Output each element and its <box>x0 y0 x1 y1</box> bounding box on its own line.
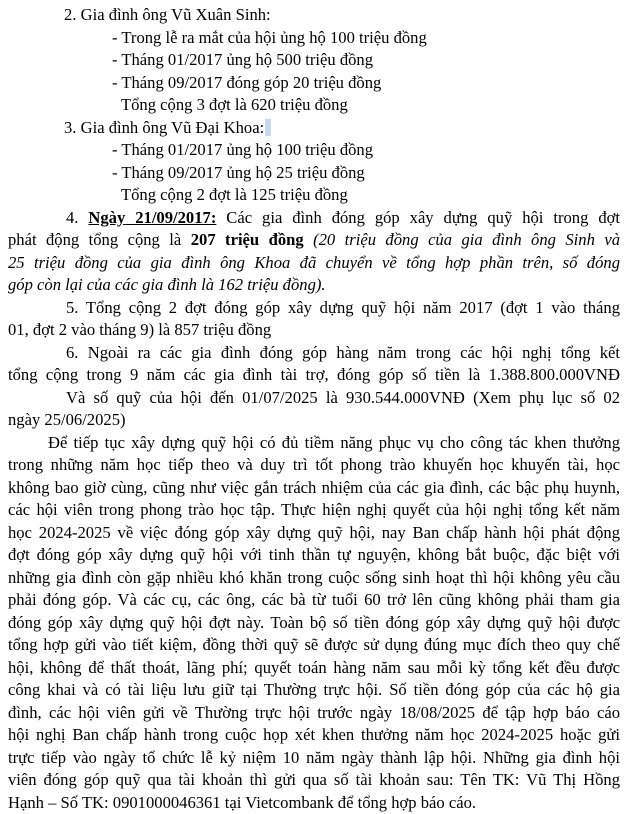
paragraph-line: đợt đóng góp xây dựng quỹ hội với tinh thần tự nguyện, không bắt buộc, đặc biệt với <box>8 544 620 567</box>
paragraph-line: không bao giờ cùng, cũng như việc gắn trách nhiệm của các gia đình, các bậc phụ huynh, <box>8 477 620 500</box>
section-4-date: Ngày 21/09/2017: <box>88 208 216 227</box>
paragraph-line: đóng góp xây dựng quỹ hội đợt này. Toàn bộ số tiền đóng góp xây dựng quỹ hội được <box>8 612 620 635</box>
section-4-text: Các gia đình đóng góp xây dựng quỹ hội trong đợt <box>226 208 620 227</box>
text-cursor <box>265 119 271 136</box>
fund-balance-line: Và số quỹ của hội đến 01/07/2025 là 930.544.000VNĐ (Xem phụ lục số 02 <box>8 387 620 410</box>
section-2-item: - Tháng 09/2017 đóng góp 20 triệu đồng <box>8 72 620 95</box>
paragraph-line: trong những năm học tiếp theo và duy trì tốt phong trào khuyến học khuyến tài, học <box>8 454 620 477</box>
section-4-amount: 207 triệu đồng <box>191 230 304 249</box>
paragraph-line: đình, các hội viên gửi về Thường trực hội trước ngày 18/08/2025 để tập hợp báo cáo <box>8 702 620 725</box>
paragraph-line: học 2024-2025 về việc đóng góp xây dựng quỹ hội, nay Ban chấp hành hội phát động <box>8 522 620 545</box>
paragraph-line: tổng hợp gửi vào tiết kiệm, đồng thời quỹ sẽ được sử dụng đúng mục đích theo quy chế <box>8 634 620 657</box>
paragraph-line: hội, không để thất thoát, lãng phí; quyết toán hàng năm sau mỗi kỳ tổng kết đều được <box>8 657 620 680</box>
section-4-line <box>8 229 620 252</box>
section-3-title-text: 3. Gia đình ông Vũ Đại Khoa: <box>64 118 264 137</box>
paragraph-line: Hạnh – Số TK: 0901000046361 tại Vietcombank để tổng hợp báo cáo. <box>8 792 620 814</box>
section-3-title <box>8 117 620 140</box>
section-2-item: - Trong lễ ra mắt của hội ủng hộ 100 triệu đồng <box>8 27 620 50</box>
section-4-text: phát động tổng cộng là <box>8 230 181 249</box>
section-4-note: 25 triệu đồng của gia đình ông Khoa đã chuyển về tổng hợp phần trên, số đóng <box>8 252 620 275</box>
section-2-item: - Tháng 01/2017 ủng hộ 500 triệu đồng <box>8 49 620 72</box>
paragraph-line: công khai và có tài liệu lưu giữ tại Thường trực hội. Số tiền đóng góp của các hộ gia <box>8 679 620 702</box>
section-2-title: 2. Gia đình ông Vũ Xuân Sinh: <box>8 4 620 27</box>
paragraph-line: trực tiếp vào ngày tổ chức lễ kỷ niệm 10 năm ngày thành lập hội. Những gia đình hội <box>8 747 620 770</box>
section-4-number: 4. <box>66 208 78 227</box>
section-4-note: (20 triệu đồng của gia đình ông Sinh và <box>313 230 620 249</box>
section-6-line: 6. Ngoài ra các gia đình đóng góp hàng năm trong các hội nghị tổng kết <box>8 342 620 365</box>
section-5-line: 5. Tổng cộng 2 đợt đóng góp xây dựng quỹ hội năm 2017 (đợt 1 vào tháng <box>8 297 620 320</box>
section-2-total: Tổng cộng 3 đợt là 620 triệu đồng <box>8 94 620 117</box>
paragraph-line: phải đóng góp. Và các cụ, các ông, các bà từ tuổi 60 trở lên cũng không phải tham gia <box>8 589 620 612</box>
section-6-line: tổng cộng trong 9 năm các gia đình tài trợ, đóng góp số tiền là 1.388.800.000VNĐ <box>8 364 620 387</box>
paragraph-line: các hội viên trong phong trào học tập. Thực hiện nghị quyết của hội nghị tổng kết năm <box>8 499 620 522</box>
section-4-note: góp còn lại của các gia đình là 162 triệu đồng). <box>8 274 620 297</box>
section-5-line: 01, đợt 2 vào tháng 9) là 857 triệu đồng <box>8 319 620 342</box>
section-3-item: - Tháng 01/2017 ủng hộ 100 triệu đồng <box>8 139 620 162</box>
section-3-total: Tổng cộng 2 đợt là 125 triệu đồng <box>8 184 620 207</box>
paragraph-line: viên đóng góp quỹ qua tài khoản thì gửi qua số tài khoản sau: Tên TK: Vũ Thị Hồng <box>8 769 620 792</box>
paragraph-line: hội nghị Ban chấp hành trong cuộc họp xét khen thưởng năm học 2024-2025 hoặc gửi <box>8 724 620 747</box>
paragraph-line: những gia đình còn gặp nhiều khó khăn trong cuộc sống sinh hoạt thì hội không yêu cầu <box>8 567 620 590</box>
section-4-line <box>8 207 620 230</box>
section-3-item: - Tháng 09/2017 ủng hộ 25 triệu đồng <box>8 162 620 185</box>
paragraph-line: Để tiếp tục xây dựng quỹ hội có đủ tiềm năng phục vụ cho công tác khen thưởng <box>8 432 620 455</box>
fund-balance-line: ngày 25/06/2025) <box>8 409 620 432</box>
